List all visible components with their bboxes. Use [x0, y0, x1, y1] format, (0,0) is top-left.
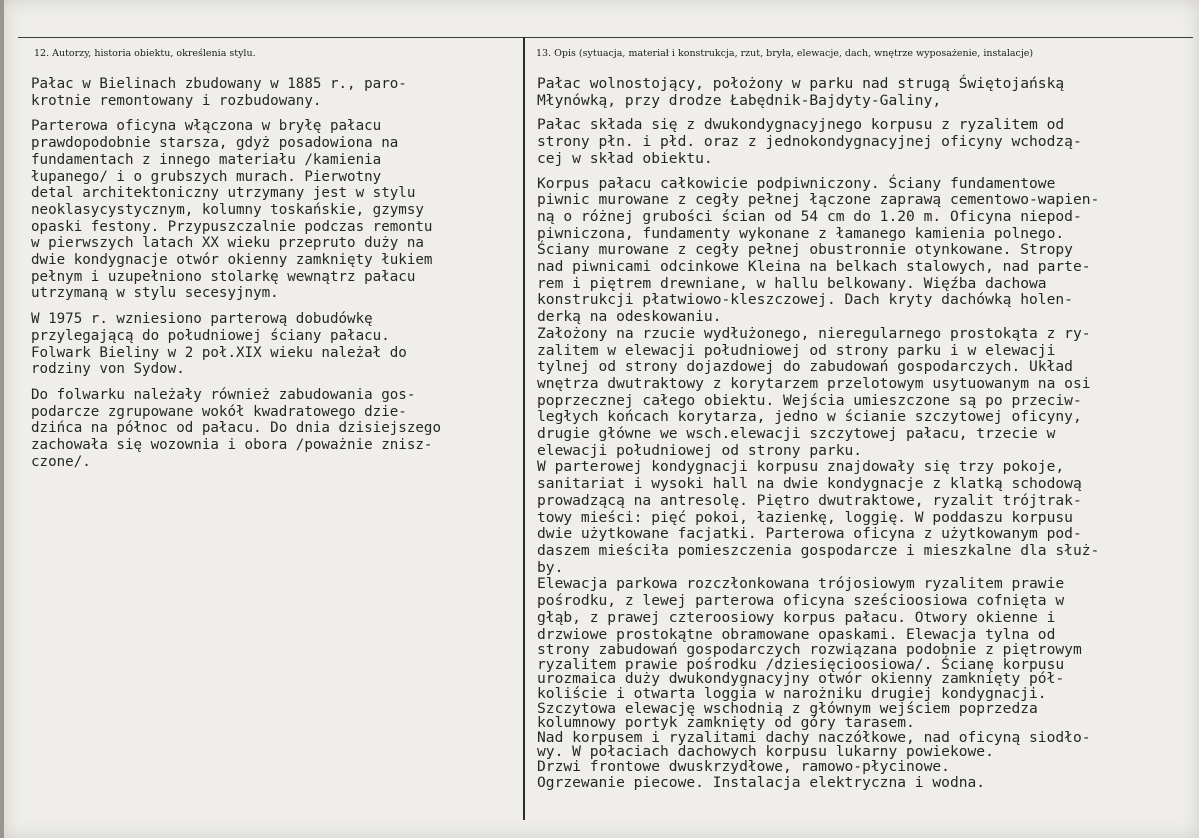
history-column — [31, 76, 523, 479]
text-line: pełnym i uzupełniono stolarkę wewnątrz pałacu — [31, 268, 416, 285]
text-line: rodziny von Sydow. — [31, 361, 185, 378]
text-line: ległych końcach korytarza, jedno w ścianie szczytowej oficyny, — [537, 408, 1082, 426]
text-line: urozmaica duży dwukondygnacyjny otwór okienny zamknięty pół- — [537, 670, 1065, 688]
text-line: W 1975 r. wzniesiono parterową dobudówkę — [31, 311, 373, 328]
text-line: prawdopodobnie starsza, gdyż posadowiona na — [31, 135, 399, 152]
text-line: towy mieści: pięć pokoi, łazienkę, loggię. W poddaszu korpusu — [537, 508, 1073, 526]
text-line: tylnej od strony dojazdowej do zabudowań gospodarczych. Układ — [537, 358, 1073, 376]
left-paragraph — [31, 76, 523, 109]
description-column — [537, 76, 1197, 799]
text-line: krotnie remontowany i rozbudowany. — [31, 92, 322, 109]
text-line: detal architektoniczny utrzymany jest w stylu — [31, 185, 416, 202]
text-line: strony zabudowań gospodarczych rozwiązana podobnie z piętrowym — [537, 641, 1082, 659]
right-paragraph — [537, 76, 1197, 109]
text-line: Elewacja parkowa rozczłonkowana trójosiowym ryzalitem prawie — [537, 575, 1065, 593]
text-line: Ogrzewanie piecowe. Instalacja elektryczna i wodna. — [537, 773, 986, 791]
text-line: czone/. — [31, 453, 91, 470]
text-line: Pałac składa się z dwukondygnacyjnego korpusu z ryzalitem od — [537, 116, 1065, 134]
text-line: Szczytowa elewację wschodnią z głównym wejściem poprzedza — [537, 699, 1038, 717]
text-line: pośrodku, z lewej parterowa oficyna sześcioosiowa cofnięta w — [537, 592, 1065, 610]
text-line: Korpus pałacu całkowicie podpiwniczony. Ściany fundamentowe — [537, 174, 1056, 192]
text-line: koliście i otwarta loggia w narożniku drugiej kondygnacji. — [537, 684, 1047, 702]
text-line: poprzecznej całego obiektu. Wejścia umieszczone są po przeciw- — [537, 391, 1082, 409]
text-line: W parterowej kondygnacji korpusu znajdowały się trzy pokoje, — [537, 458, 1065, 476]
text-line: neoklasycystycznym, kolumny toskańskie, gzymsy — [31, 201, 424, 218]
text-line: Założony na rzucie wydłużonego, nieregularnego prostokąta z ry- — [537, 324, 1091, 342]
text-line: podarcze zgrupowane wokół kwadratowego dzie- — [31, 403, 407, 420]
text-line: wy. W połaciach dachowych korpusu lukarny powiekowe. — [537, 743, 994, 761]
text-line: drzwiowe prostokątne obramowane opaskami. Elewacja tylna od — [537, 625, 1056, 643]
text-line: dwie kondygnacje otwór okienny zamknięty łukiem — [31, 252, 433, 269]
text-line: cej w skład obiektu. — [537, 149, 713, 167]
text-line: nad piwnicami odcinkowe Kleina na belkach stalowych, nad parte- — [537, 258, 1091, 276]
right-paragraph — [537, 176, 1197, 792]
text-line: utrzymaną w stylu secesyjnym. — [31, 285, 279, 302]
right-paragraph — [537, 117, 1197, 167]
text-line: w pierwszych latach XX wieku przepruto duży na — [31, 235, 424, 252]
text-line: dwie użytkowane facjatki. Parterowa oficyna z użytkowanym pod- — [537, 525, 1082, 543]
header-rule — [18, 37, 1193, 38]
text-line: Drzwi frontowe dwuskrzydłowe, ramowo-płycinowe. — [537, 757, 950, 775]
document-sheet — [4, 0, 1199, 838]
text-line: Parterowa oficyna włączona w bryłę pałacu — [31, 118, 382, 135]
text-line: opaski festony. Przypuszczalnie podczas remontu — [31, 218, 433, 235]
text-line: Nad korpusem i ryzalitami dachy naczółkowe, nad oficyną siodło- — [537, 728, 1091, 746]
text-line: dzińca na północ od pałacu. Do dnia dzisiejszego — [31, 420, 441, 437]
text-line: głąb, z prawej czteroosiowy korpus pałacu. Otwory okienne i — [537, 608, 1056, 626]
text-line: Pałac wolnostojący, położony w parku nad strugą Świętojańską — [537, 75, 1065, 92]
text-line: by. — [537, 558, 564, 576]
text-line: rem i piętrem drewniane, w hallu belkowany. Więźba dachowa — [537, 274, 1047, 292]
text-line: kolumnowy portyk zamknięty od góry tarasem. — [537, 714, 915, 732]
text-line: Pałac w Bielinach zbudowany w 1885 r., paro- — [31, 76, 407, 92]
text-line: zalitem w elewacji południowej od strony parku i w elewacji — [537, 341, 1056, 359]
text-line: Folwark Bieliny w 2 poł.XIX wieku należał do — [31, 344, 407, 361]
text-line: ryzalitem prawie pośrodku /dziesięcioosiowa/. Ścianę korpusu — [537, 655, 1065, 673]
text-line: piwniczona, fundamenty wykonane z łamanego kamienia polnego. — [537, 224, 1065, 242]
left-paragraph — [31, 311, 523, 378]
text-line: przylegającą do południowej ściany pałacu. — [31, 327, 390, 344]
text-line: derką na odeskowaniu. — [537, 308, 722, 326]
left-paragraph — [31, 118, 523, 302]
text-line: prowadzącą na antresolę. Piętro dwutraktowe, ryzalit trójtrak- — [537, 491, 1082, 509]
text-line: piwnic murowane z cegły pełnej łączone zaprawą cementowo-wapien- — [537, 191, 1100, 209]
column-divider — [523, 37, 525, 820]
text-line: zachowała się wozownia i obora /poważnie znisz- — [31, 437, 433, 454]
text-line: Do folwarku należały również zabudowania gos- — [31, 386, 416, 403]
text-line: sanitariat i wysoki hall na dwie kondygnacje z klatką schodową — [537, 475, 1082, 493]
text-line: daszem mieściła pomieszczenia gospodarcze i mieszkalne dla służ- — [537, 541, 1100, 559]
text-line: Ściany murowane z cegły pełnej obustronnie otynkowane. Stropy — [537, 241, 1073, 259]
text-line: elewacji południowej od strony parku. — [537, 441, 863, 459]
section-12-heading: 12. Autorzy, historia obiektu, określenia stylu. — [34, 48, 256, 59]
text-line: strony płn. i płd. oraz z jednokondygnacyjnej oficyny wchodzą- — [537, 133, 1082, 151]
text-line: łupanego/ i o grubszych murach. Pierwotny — [31, 168, 382, 185]
text-line: wnętrza dwutraktowy z korytarzem przelotowym usytuowanym na osi — [537, 374, 1091, 392]
text-line: fundamentach z innego materiału /kamienia — [31, 151, 382, 168]
text-line: konstrukcji płatwiowo-kleszczowej. Dach kryty dachówką holen- — [537, 291, 1073, 309]
left-paragraph — [31, 387, 523, 471]
text-line: ną o różnej grubości ścian od 54 cm do 1.20 m. Oficyna niepod- — [537, 207, 1082, 225]
text-line: drugie główne we wsch.elewacji szczytowej pałacu, trzecie w — [537, 425, 1056, 443]
section-13-heading: 13. Opis (sytuacja, materiał i konstrukcja, rzut, bryła, elewacje, dach, wnętrze wyposażenie, instalacje) — [536, 48, 1034, 59]
text-line: Młynówką, przy drodze Łabędnik-Bajdyty-Galiny, — [537, 91, 942, 109]
